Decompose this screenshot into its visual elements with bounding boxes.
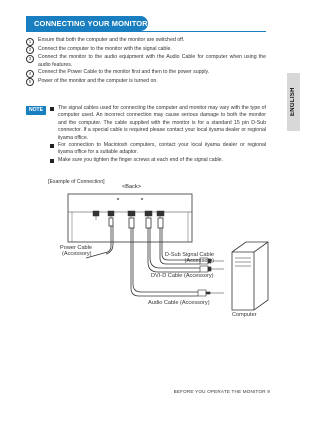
step-text: Connect the monitor to the audio equipment with the Audio Cable for computer when using the audio features. [38,54,266,68]
step-text: Ensure that both the computer and the monitor are switched off. [38,37,185,43]
note-badge: NOTE [26,106,46,115]
note-text: Make sure you tighten the finger screws at each end of the signal cable. [58,156,223,163]
power-cable-label-line: (Accessory) [62,251,92,258]
power-cable-label-line: Power Cable [60,245,93,251]
note-text: For connection to Macintosh computers, contact your local iiyama dealer or regional iiyama office for a suitable adaptor. [58,142,266,156]
computer-label: Computer [232,312,257,318]
back-label: <Back> [122,184,141,190]
step-number: 3 [26,55,34,63]
page-footer: BEFORE YOU OPERATE THE MONITOR 9 [173,389,270,394]
step-number: 2 [26,46,34,54]
audio-cable-label: Audio Cable (Accessory) [148,300,210,306]
step-text: Connect the computer to the monitor with the signal cable. [38,45,172,52]
step-text: Power of the monitor and the computer is turned on. [38,77,158,84]
section-title: CONNECTING YOUR MONITOR [26,16,148,31]
dsub-cable-label [162,252,214,264]
language-tab-label: ENGLISH [290,87,296,117]
power-cable-label [60,245,92,257]
step-number: 4 [26,70,34,78]
computer-tower [232,242,268,310]
step-number: 5 [26,78,34,86]
example-label: [Example of Connection] [48,179,105,185]
dvi-cable-label: DVI-D Cable (Accessory) [151,273,214,279]
note-text: The signal cables used for connecting the computer and monitor may vary with the type of computer used. An incorrect connection may cause serious damage to both the monitor and the computer. The cable supplied with the monitor is for a standard 15 pin D-Sub connector. If a special cable is required please contact your local iiyama dealer or regional iiyama office. [58,105,266,141]
step-number: 1 [26,38,34,46]
step-text: Connect the Power Cable to the monitor first and then to the power supply. [38,69,210,75]
dsub-cable-label-line: D-Sub Signal Cable [164,252,214,258]
dsub-cable-label-line: (Accessory) [184,258,214,265]
